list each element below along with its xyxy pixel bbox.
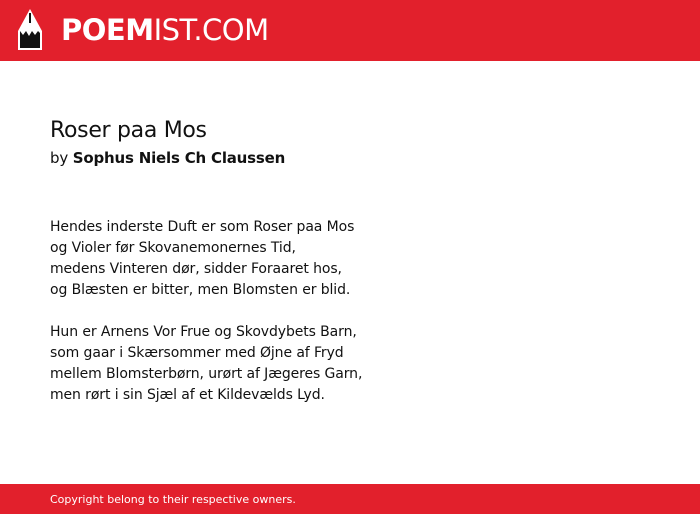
byline-prefix: by (50, 149, 68, 167)
poem-line: og Violer før Skovanemonernes Tid, (50, 240, 296, 256)
brand-light: IST.COM (153, 13, 269, 47)
poem-line: medens Vinteren dør, sidder Foraaret hos, (50, 261, 342, 277)
brand-strong: POEM (61, 13, 154, 47)
poem-line: og Blæsten er bitter, men Blomsten er blid. (50, 282, 351, 298)
poem-body (50, 217, 610, 406)
poem-title: Roser paa Mos (50, 118, 207, 143)
site-logo-link[interactable] (17, 9, 269, 52)
poem-line: mellem Blomsterbørn, urørt af Jægeres Garn, (50, 366, 363, 382)
stanza (50, 322, 610, 406)
poem-container (50, 116, 610, 427)
copyright-notice: Copyright belong to their respective owners. (50, 493, 296, 506)
site-header (0, 0, 700, 61)
poem-line: Hun er Arnens Vor Frue og Skovdybets Barn, (50, 324, 357, 340)
stanza (50, 217, 610, 301)
poem-line: som gaar i Skærsommer med Øjne af Fryd (50, 345, 344, 361)
site-brand (61, 9, 269, 52)
poem-line: Hendes inderste Duft er som Roser paa Mos (50, 219, 355, 235)
pen-nib-icon (17, 9, 43, 52)
site-footer (0, 484, 700, 514)
poem-line: men rørt i sin Sjæl af et Kildevælds Lyd. (50, 387, 325, 403)
author-link[interactable]: Sophus Niels Ch Claussen (72, 149, 286, 167)
byline (50, 148, 610, 168)
